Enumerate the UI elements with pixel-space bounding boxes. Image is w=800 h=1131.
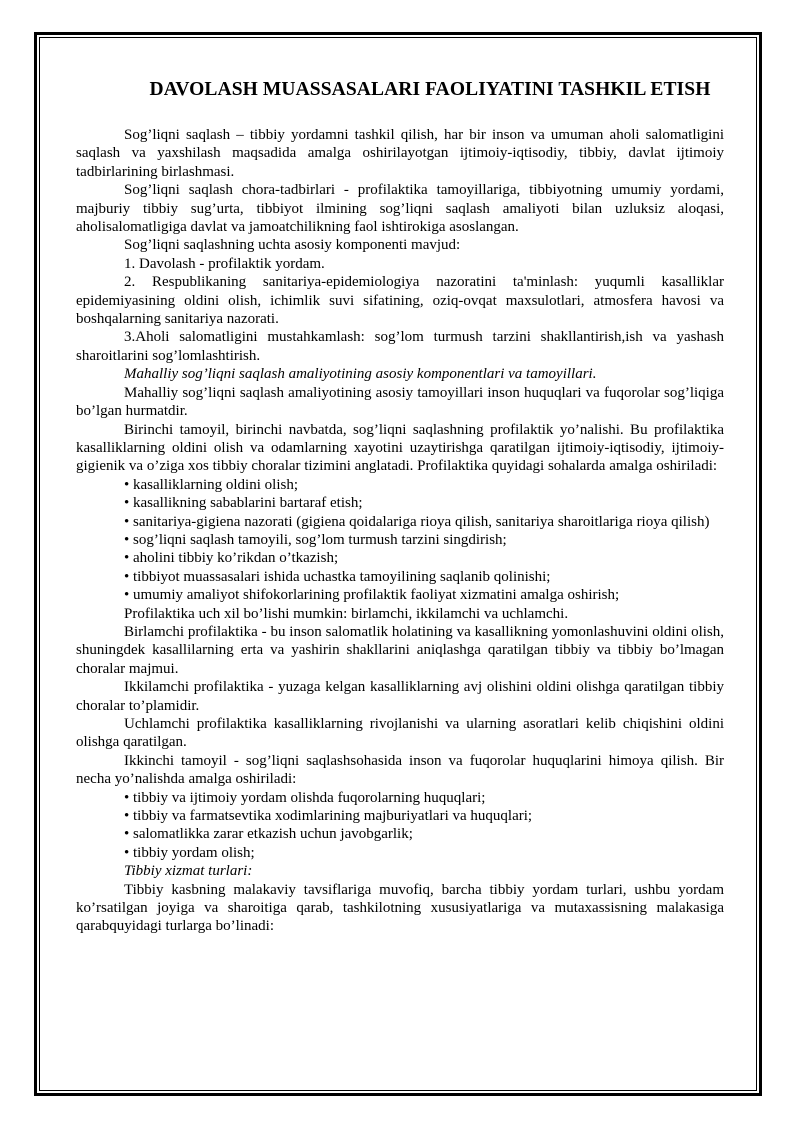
paragraph: Birlamchi profilaktika - bu inson salomatlik holatining va kasallikning yomonlashuvini oldini olish, shuningdek kasallilarning erta va yashirin shakllarini aniqlashga qaratilgan tibbiy va tibbiy bo’lmagan choralar majmui. <box>76 623 724 677</box>
bullet-item: • tibbiy yordam olish; <box>124 844 255 861</box>
paragraph: Tibbiy kasbning malakaviy tavsiflariga muvofiq, barcha tibbiy yordam turlari, ushbu yordam ko’rsatilgan joyiga va sharoitiga qarab, tashkilotning xususiyatlariga va mutaxassisning malakasiga qarabquyidagi turlarga bo’linadi: <box>76 881 724 935</box>
document-body <box>76 78 724 936</box>
paragraph: Uchlamchi profilaktika kasalliklarning rivojlanishi va ularning asoratlari kelib chiqishini oldini olishga qaratilgan. <box>76 716 724 751</box>
bullet-item: • umumiy amaliyot shifokorlarining profilaktik faoliyat xizmatini amalga oshirish; <box>124 587 620 604</box>
paragraph: Sog’liqni saqlash chora-tadbirlari - profilaktika tamoyillariga, tibbiyotning umumiy yordami, majburiy tibbiy sug’urta, tibbiyot ilmining sog’liqni saqlash amaliyoti bilan uzluksiz aloqasi, aholisalomatligiga davlat va jamoatchilikning faol ishtirokiga asoslangan. <box>76 182 724 236</box>
paragraph: Mahalliy sog’liqni saqlash amaliyotining asosiy tamoyillari inson huquqlari va fuqorolar sog’liqiga bo’lgan hurmatdir. <box>76 384 724 420</box>
paragraph: Profilaktika uch xil bo’lishi mumkin: birlamchi, ikkilamchi va uchlamchi. <box>124 605 569 622</box>
list-item: 2. Respublikaning sanitariya-epidemiologiya nazoratini ta'minlash: yuqumli kasalliklar epidemiyasining oldini olish, ichimlik suvi sifatining, oziq-ovqat maxsulotlari, atmosfera havosi va boshqalarning sanitariya nazorati. <box>76 274 724 328</box>
paragraph: Birinchi tamoyil, birinchi navbatda, sog’liqni saqlashning profilaktik yo’nalishi. Bu profilaktika kasalliklarning oldini olish va odamlarning xayotini uzaytirishga qaratilgan ijtimoiy-iqtisodiy, ijtimoiy-gigienik va o’ziga xos tibbiy choralar tizimini anglatadi. Profilaktika quyidagi sohalarda amalga oshiriladi: <box>76 421 724 475</box>
bullet-item: • kasalliklarning oldini olish; <box>124 476 298 493</box>
bullet-item: • aholini tibbiy ko’rikdan o’tkazish; <box>124 550 339 567</box>
list-item: 3.Aholi salomatligini mustahkamlash: sog’lom turmush tarzini shakllantirish,ish va yashash sharoitlarini sog’lomlashtirish. <box>76 329 724 364</box>
list-item: 1. Davolash - profilaktik yordam. <box>124 255 325 272</box>
section-heading: Mahalliy sog’liqni saqlash amaliyotining asosiy komponentlari va tamoyillari. <box>124 366 597 383</box>
bullet-item: • salomatlikka zarar etkazish uchun javobgarlik; <box>124 826 413 843</box>
paragraph: Sog’liqni saqlash – tibbiy yordamni tashkil qilish, har bir inson va umuman aholi salomatligini saqlash va yaxshilash maqsadida amalga oshirilayotgan ijtimoiy-iqtisodiy, tibbiy, davlat ijtimoiy tadbirlarining birlashmasi. <box>76 127 724 180</box>
bullet-item: • tibbiy va farmatsevtika xodimlarining majburiyatlari va huquqlari; <box>124 808 533 825</box>
bullet-item: • tibbiy va ijtimoiy yordam olishda fuqorolarning huquqlari; <box>124 789 486 806</box>
document-text <box>76 126 724 936</box>
section-heading: Tibbiy xizmat turlari: <box>124 863 253 880</box>
paragraph: Sog’liqni saqlashning uchta asosiy komponenti mavjud: <box>124 237 461 254</box>
bullet-item: • tibbiyot muassasalari ishida uchastka tamoyilining saqlanib qolinishi; <box>124 568 551 585</box>
bullet-item: • kasallikning sabablarini bartaraf etish; <box>124 495 363 512</box>
bullet-item: • sanitariya-gigiena nazorati (gigiena qoidalariga rioya qilish, sanitariya sharoitlariga rioya qilish) <box>124 513 710 530</box>
document-title: DAVOLASH MUASSASALARI FAOLIYATINI TASHKIL ETISH <box>149 79 711 100</box>
bullet-item: • sog’liqni saqlash tamoyili, sog’lom turmush tarzini singdirish; <box>124 531 507 548</box>
paragraph: Ikkilamchi profilaktika - yuzaga kelgan kasalliklarning avj olishini oldini olishga qaratilgan tibbiy choralar to’plamidir. <box>76 679 724 714</box>
paragraph: Ikkinchi tamoyil - sog’liqni saqlashsohasida inson va fuqorolar huquqlarini himoya qilish. Bir necha yo’nalishda amalga oshiriladi: <box>76 752 724 788</box>
